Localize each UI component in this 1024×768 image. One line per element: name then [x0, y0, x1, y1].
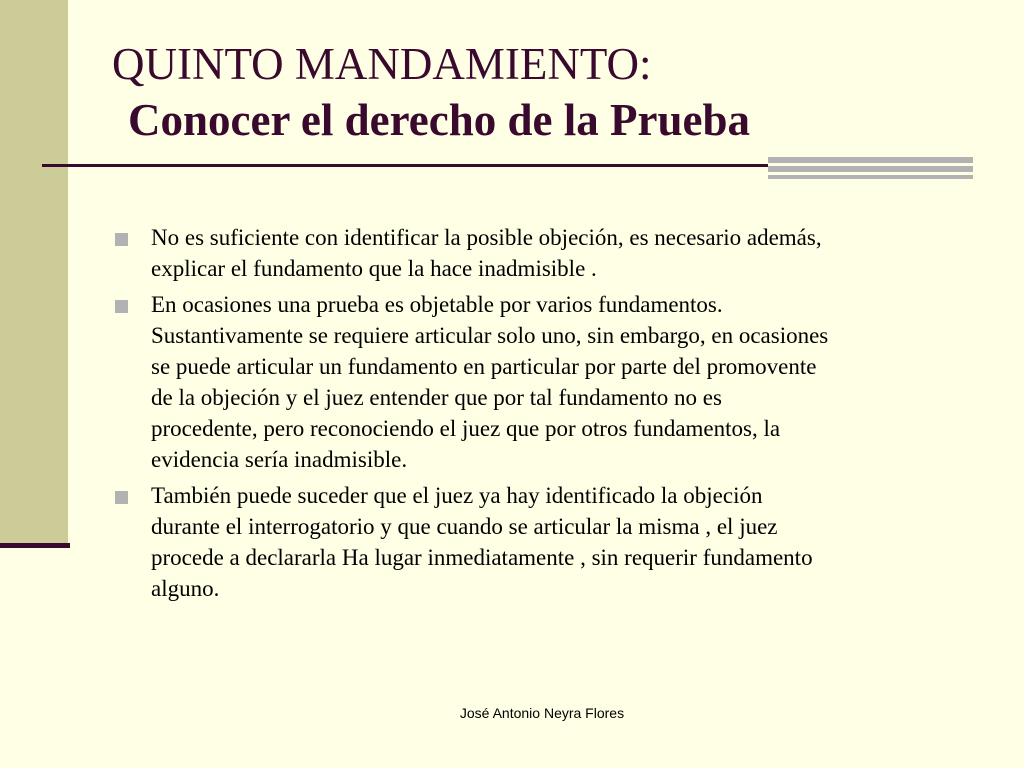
- square-bullet-icon: [115, 491, 128, 504]
- bullet-line: alguno.: [151, 576, 220, 601]
- bullet-line: Sustantivamente se requiere articular solo uno, sin embargo, en ocasiones: [151, 323, 829, 348]
- title-line-1: QUINTO MANDAMIENTO:: [112, 39, 652, 89]
- bullet-item: [113, 480, 973, 604]
- bullet-line: procedente, pero reconociendo el juez que por otros fundamentos, la: [151, 416, 781, 441]
- bullet-item: [113, 222, 973, 284]
- bullet-line: durante el interrogatorio y que cuando se articular la misma , el juez: [151, 514, 778, 539]
- slide-footer: José Antonio Neyra Flores: [459, 705, 625, 721]
- bullet-line: de la objeción y el juez entender que por tal fundamento no es: [151, 385, 722, 410]
- bullet-item: [113, 289, 973, 475]
- slide-title: [112, 36, 750, 148]
- title-line-2: Conocer el derecho de la Prueba: [128, 95, 750, 145]
- bullet-line: También puede suceder que el juez ya hay identificado la objeción: [151, 483, 763, 508]
- bullet-line: se puede articular un fundamento en particular por parte del promovente: [151, 354, 817, 379]
- left-band-rule: [0, 543, 70, 548]
- title-accent-bar: [768, 166, 973, 172]
- bullet-line: En ocasiones una prueba es objetable por varios fundamentos.: [151, 292, 723, 317]
- bullet-list: [113, 222, 973, 609]
- title-accent-bar: [768, 175, 973, 179]
- bullet-line: No es suficiente con identificar la posible objeción, es necesario además,: [151, 225, 822, 250]
- square-bullet-icon: [115, 300, 128, 313]
- square-bullet-icon: [115, 233, 128, 246]
- bullet-line: explicar el fundamento que la hace inadmisible .: [151, 256, 597, 281]
- title-underline: [42, 164, 768, 167]
- bullet-line: evidencia sería inadmisible.: [151, 447, 408, 472]
- bullet-line: procede a declararla Ha lugar inmediatamente , sin requerir fundamento: [151, 545, 813, 570]
- title-accent-bar: [768, 157, 973, 163]
- left-decorative-band: [0, 0, 68, 545]
